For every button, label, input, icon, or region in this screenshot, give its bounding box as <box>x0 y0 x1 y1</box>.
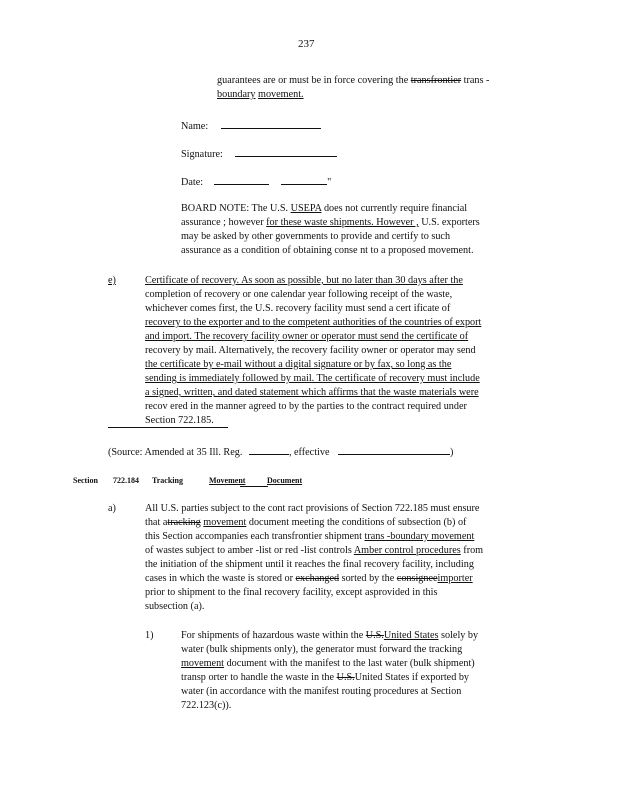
para-e-line: recovery by mail. Alternatively, the recovery facility owner or operator may send <box>145 345 476 356</box>
para-e-line: Certificate of recovery. As soon as possible, but no later than 30 days after the <box>145 275 463 286</box>
date-blank-1 <box>214 175 269 185</box>
para-1-line-1: For shipments of hazardous waste within the U.S.United States solely by <box>181 630 479 641</box>
name-label: Name: <box>181 121 209 132</box>
para-e-line: and import. The recovery facility owner or operator must send the certificate of <box>145 331 469 342</box>
page-number: 237 <box>298 38 315 50</box>
para-e-line: Section 722.185. <box>145 415 214 426</box>
para-a-line-6: cases in which the waste is stored or exchanged sorted by the consigneeimporter <box>145 573 473 584</box>
para-1-line-3: movement document with the manifest to the last water (bulk shipment) <box>181 658 475 669</box>
section-title-tracking: Tracking <box>152 476 183 485</box>
para-e-line: a signed, written, and dated statement which affirms that the waste materials were <box>145 387 479 398</box>
source-line: (Source: Amended at 35 Ill. Reg. , effective ) <box>108 447 454 458</box>
section-title-underline <box>240 486 268 487</box>
para-e-line: the certificate by e-mail without a digital signature or by fax, so long as the <box>145 359 452 370</box>
signature-field-row <box>181 147 337 160</box>
signature-blank <box>235 147 337 157</box>
source-register-blank <box>249 445 289 455</box>
para-e-line: sending is immediately followed by mail. The certificate of recovery must include <box>145 373 480 384</box>
para-1-line-6: 722.123(c)). <box>181 700 232 711</box>
para-e-label: e) <box>108 275 116 286</box>
board-note-line-2: assurance ; however for these waste shipments. However , U.S. exporters <box>181 217 480 228</box>
board-note-line-3: may be asked by other governments to provide and certify to such <box>181 231 451 242</box>
date-label: Date: <box>181 177 204 188</box>
para-e-line: recovery to the exporter and to the competent authorities of the countries of export <box>145 317 482 328</box>
section-title-document: Document <box>267 476 303 485</box>
date-blank-2 <box>281 175 327 185</box>
para-a-line-8: subsection (a). <box>145 601 205 612</box>
para-e-underline <box>108 427 228 428</box>
name-field-row <box>181 119 321 132</box>
para-a-label: a) <box>108 503 116 514</box>
para-e-line: recov ered in the manner agreed to by the parties to the contract required under <box>145 401 467 412</box>
para-1-line-4: transp orter to handle the waste in the U.S.United States if exported by <box>181 672 470 683</box>
para-a-line-3: this Section accompanies each transfrontier shipment trans -boundary movement <box>145 531 475 542</box>
signature-label: Signature: <box>181 149 223 160</box>
source-effective-blank <box>338 445 450 455</box>
para-1-label: 1) <box>145 630 154 641</box>
para-1-line-5: water (in accordance with the manifest routing procedures at Section <box>181 686 462 697</box>
section-title-movement: Movement <box>209 476 246 485</box>
para-e-line: whichever comes first, the U.S. recovery facility must send a cert ificate of <box>145 303 451 314</box>
section-number: 722.184 <box>113 476 139 485</box>
para-a-line-2: that atracking movement document meeting the conditions of subsection (b) of <box>145 517 467 528</box>
board-note-line-4: assurance as a condition of obtaining conse nt to a proposed movement. <box>181 245 474 256</box>
name-blank <box>221 119 321 129</box>
section-word: Section <box>73 476 98 485</box>
para-a-line-4: of wastes subject to amber -list or red -list controls Amber control procedures from <box>145 545 484 556</box>
para-e-line: completion of recovery or one calendar year following receipt of the waste, <box>145 289 453 300</box>
para-1-line-2: water (bulk shipments only), the generator must forward the tracking <box>181 644 463 655</box>
date-field-row: Date: " <box>181 177 332 188</box>
intro-line-2: boundary movement. <box>217 89 304 100</box>
para-a-line-1: All U.S. parties subject to the cont ract provisions of Section 722.185 must ensure <box>145 503 480 514</box>
board-note-line-1: BOARD NOTE: The U.S. USEPA does not currently require financial <box>181 203 468 214</box>
para-a-line-5: the initiation of the shipment until it reaches the final recovery facility, including <box>145 559 474 570</box>
intro-line-1: guarantees are or must be in force covering the transfrontier trans - <box>217 75 490 86</box>
para-a-line-7: prior to shipment to the final recovery facility, except asprovided in this <box>145 587 438 598</box>
